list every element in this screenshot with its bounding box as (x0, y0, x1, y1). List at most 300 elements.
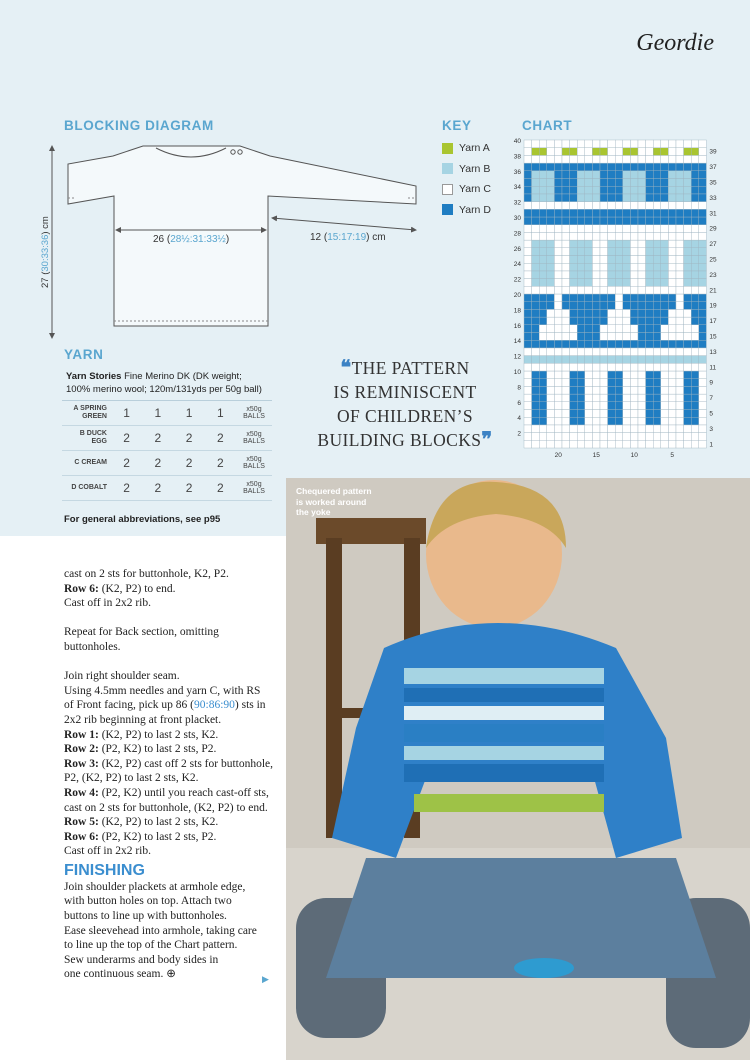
chart-cell (547, 425, 555, 433)
chart-cell (562, 148, 570, 156)
chart-cell (524, 417, 532, 425)
chart-cell (554, 356, 562, 364)
chart-cell (585, 155, 593, 163)
chart-cell (539, 202, 547, 210)
chart-cell (554, 433, 562, 441)
chart-cell (547, 202, 555, 210)
chart-cell (691, 309, 699, 317)
chart-cell (676, 232, 684, 240)
yarn-qty: 2 (205, 451, 236, 476)
chart-cell (532, 202, 540, 210)
chart-cell (554, 371, 562, 379)
key-label-c: Yarn C (459, 183, 491, 196)
chart-cell (684, 440, 692, 448)
chart-cell (623, 279, 631, 287)
chart-cell (539, 232, 547, 240)
chart-cell (630, 240, 638, 248)
chart-cell (547, 440, 555, 448)
chart-cell (600, 417, 608, 425)
chart-cell (630, 333, 638, 341)
chart-cell (630, 294, 638, 302)
chart-cell (638, 302, 646, 310)
chart-cell (608, 386, 616, 394)
chart-cell (577, 333, 585, 341)
chart-cell (577, 140, 585, 148)
chart-cell (661, 340, 669, 348)
chart-cell (608, 371, 616, 379)
chart-cell (661, 302, 669, 310)
chart-cell (577, 394, 585, 402)
chart-cell (532, 186, 540, 194)
chart-cell (585, 317, 593, 325)
chart-cell (699, 317, 707, 325)
chart-cell (615, 386, 623, 394)
chart-cell (547, 163, 555, 171)
chart-cell (577, 309, 585, 317)
chart-cell (676, 279, 684, 287)
chart-cell (646, 194, 654, 202)
chart-cell (592, 240, 600, 248)
chart-cell (623, 240, 631, 248)
chart-cell (562, 163, 570, 171)
chart-cell (646, 294, 654, 302)
chart-cell (623, 155, 631, 163)
chart-cell (524, 217, 532, 225)
chart-cell (638, 179, 646, 187)
chart-cell (653, 333, 661, 341)
chart-cell (532, 325, 540, 333)
chart-cell (570, 309, 578, 317)
chart-cell (547, 379, 555, 387)
chart-cell (661, 440, 669, 448)
chart-cell (585, 417, 593, 425)
chart-cell (638, 309, 646, 317)
chart-cell (684, 232, 692, 240)
chart-cell (653, 248, 661, 256)
chart-cell (661, 394, 669, 402)
chart-cell (524, 348, 532, 356)
chart-cell (547, 232, 555, 240)
chart-cell (668, 425, 676, 433)
chart-cell (600, 363, 608, 371)
yarn-qty: 2 (142, 476, 173, 501)
chart-cell (577, 294, 585, 302)
chart-cell (524, 379, 532, 387)
chart-cell (585, 302, 593, 310)
chart-row-label-left: 4 (517, 415, 521, 423)
chart-cell (600, 194, 608, 202)
chart-cell (699, 371, 707, 379)
chart-cell (630, 163, 638, 171)
chart-cell (646, 263, 654, 271)
chart-cell (699, 179, 707, 187)
chart-cell (676, 410, 684, 418)
chart-cell (684, 340, 692, 348)
chart-cell (592, 155, 600, 163)
chart-cell (547, 363, 555, 371)
chart-cell (539, 371, 547, 379)
chart-cell (585, 286, 593, 294)
chart-cell (577, 417, 585, 425)
chart-cell (699, 256, 707, 264)
chart-cell (547, 140, 555, 148)
chart-cell (684, 371, 692, 379)
chart-cell (691, 263, 699, 271)
chart-row-label-right: 33 (709, 194, 717, 202)
chart-cell (661, 371, 669, 379)
swatch-d (442, 204, 453, 215)
chart-cell (539, 209, 547, 217)
chart-cell (676, 256, 684, 264)
chart-cell (554, 171, 562, 179)
chart-cell (577, 256, 585, 264)
chart-cell (524, 371, 532, 379)
length-label-c: ) cm (40, 216, 51, 235)
chart-cell (653, 410, 661, 418)
chart-cell (532, 394, 540, 402)
chart-cell (539, 425, 547, 433)
chart-cell (684, 209, 692, 217)
chart-cell (577, 186, 585, 194)
chart-cell (539, 363, 547, 371)
chart-cell (630, 356, 638, 364)
chart-cell (600, 271, 608, 279)
chart-cell (608, 348, 616, 356)
chart-cell (608, 302, 616, 310)
chart-cell (630, 155, 638, 163)
chart-cell (646, 363, 654, 371)
chart-row-label-left: 30 (513, 215, 521, 222)
chart-cell (577, 317, 585, 325)
chart-cell (691, 225, 699, 233)
chart-cell (691, 363, 699, 371)
chart-cell (676, 194, 684, 202)
chart-cell (554, 386, 562, 394)
chart-cell (547, 148, 555, 156)
chart-cell (608, 186, 616, 194)
key-item-a (442, 138, 491, 159)
chart-stitch-label: 20 (554, 452, 562, 459)
chart-cell (592, 325, 600, 333)
chart-cell (646, 425, 654, 433)
chart-cell (615, 140, 623, 148)
chart-cell (585, 209, 593, 217)
chart-cell (646, 148, 654, 156)
chart-cell (676, 248, 684, 256)
chart-cell (684, 286, 692, 294)
instruction-line: Cast off in 2x2 rib. (64, 845, 151, 858)
chart-cell (676, 271, 684, 279)
chart-cell (532, 317, 540, 325)
chart-cell (676, 440, 684, 448)
chart-cell (585, 202, 593, 210)
chart-cell (554, 140, 562, 148)
chart-cell (638, 340, 646, 348)
chart-cell (661, 240, 669, 248)
chart-cell (539, 433, 547, 441)
chart-cell (653, 240, 661, 248)
chart-cell (699, 294, 707, 302)
chart-cell (691, 171, 699, 179)
chart-cell (699, 348, 707, 356)
chart-cell (668, 433, 676, 441)
chart-row-label-left: 8 (517, 384, 521, 392)
chart-cell (623, 225, 631, 233)
key-item-d (442, 200, 491, 221)
chart-cell (630, 140, 638, 148)
chart-cell (691, 386, 699, 394)
chart-cell (585, 256, 593, 264)
chart-cell (577, 155, 585, 163)
yarn-qty: 2 (142, 451, 173, 476)
chart-cell (684, 433, 692, 441)
key-label-a: Yarn A (459, 142, 490, 155)
chart-cell (554, 333, 562, 341)
chart-cell (592, 209, 600, 217)
chart-cell (615, 248, 623, 256)
chart-cell (562, 209, 570, 217)
chart-cell (661, 356, 669, 364)
chart-cell (562, 294, 570, 302)
chart-cell (676, 240, 684, 248)
chart-cell (661, 286, 669, 294)
chart-cell (570, 325, 578, 333)
chart-cell (554, 194, 562, 202)
yarn-desc-2: 100% merino wool; 120m/131yds per 50g ball) (66, 383, 262, 395)
chart-cell (600, 286, 608, 294)
yarn-description (62, 368, 272, 401)
chart-cell (524, 325, 532, 333)
yarn-qty: 2 (142, 426, 173, 451)
chart-cell (684, 402, 692, 410)
chart-cell (577, 348, 585, 356)
chart-cell (592, 371, 600, 379)
chart-cell (600, 232, 608, 240)
chart-cell (554, 271, 562, 279)
chart-cell (539, 279, 547, 287)
chart-cell (547, 194, 555, 202)
chart-cell (676, 140, 684, 148)
chart-cell (653, 402, 661, 410)
instruction-line: Repeat for Back section, omitting (64, 626, 219, 639)
chart-cell (608, 225, 616, 233)
chart-cell (653, 232, 661, 240)
chart-cell (608, 163, 616, 171)
chart-cell (539, 379, 547, 387)
chart-cell (592, 433, 600, 441)
chart-cell (615, 263, 623, 271)
chart-cell (653, 271, 661, 279)
chart-cell (661, 417, 669, 425)
instruction-line: Join shoulder plackets at armhole edge, (64, 880, 246, 893)
chart-cell (638, 386, 646, 394)
chart-cell (547, 279, 555, 287)
chart-cell (638, 371, 646, 379)
chart-cell (524, 317, 532, 325)
chart-cell (577, 217, 585, 225)
chart-cell (668, 202, 676, 210)
chart-cell (630, 363, 638, 371)
chart-cell (661, 140, 669, 148)
chart-cell (668, 256, 676, 264)
chart-cell (539, 294, 547, 302)
chart-cell (608, 194, 616, 202)
chart-cell (623, 433, 631, 441)
chart-cell (615, 348, 623, 356)
chart-cell (691, 333, 699, 341)
chart-cell (661, 209, 669, 217)
chart-cell (592, 217, 600, 225)
chart-cell (592, 340, 600, 348)
chart-cell (547, 325, 555, 333)
chart-cell (547, 248, 555, 256)
chart-cell (638, 248, 646, 256)
chart-cell (691, 356, 699, 364)
chart-cell (554, 417, 562, 425)
chart-cell (562, 248, 570, 256)
chart-row-label-right: 11 (709, 364, 717, 372)
chart-cell (653, 302, 661, 310)
chart-cell (653, 256, 661, 264)
chart-cell (570, 340, 578, 348)
caption-line-2: is worked around (296, 496, 367, 507)
chart-cell (577, 402, 585, 410)
chart-cell (539, 225, 547, 233)
chart-cell (668, 217, 676, 225)
chart-cell (570, 271, 578, 279)
chart-cell (532, 279, 540, 287)
chart-cell (570, 302, 578, 310)
chart-cell (577, 410, 585, 418)
chart-cell (661, 248, 669, 256)
chart-cell (684, 194, 692, 202)
chart-cell (615, 279, 623, 287)
chart-cell (668, 440, 676, 448)
chart-cell (539, 240, 547, 248)
chart-cell (615, 309, 623, 317)
svg-text:27 (30:33:36) cm (40, 216, 51, 288)
chart-cell (668, 209, 676, 217)
chart-cell (653, 140, 661, 148)
chart-cell (600, 140, 608, 148)
swatch-c (442, 184, 453, 195)
instruction-line: cast on 2 sts for buttonhole, (K2, P2) to end. (64, 801, 268, 814)
chart-cell (630, 379, 638, 387)
chart-cell (524, 232, 532, 240)
chart-cell (668, 371, 676, 379)
chart-cell (532, 302, 540, 310)
chart-cell (592, 286, 600, 294)
chart-cell (646, 179, 654, 187)
chart-cell (684, 333, 692, 341)
chart-cell (653, 202, 661, 210)
chart-cell (676, 202, 684, 210)
chart-cell (585, 425, 593, 433)
chart-cell (592, 186, 600, 194)
chart-cell (532, 410, 540, 418)
chart-cell (615, 256, 623, 264)
chart-cell (661, 348, 669, 356)
chart-cell (623, 410, 631, 418)
chart-cell (547, 286, 555, 294)
chart-cell (539, 194, 547, 202)
chart-row-label-right: 21 (709, 287, 717, 295)
chart-cell (539, 148, 547, 156)
chart-cell (623, 217, 631, 225)
chart-cell (600, 155, 608, 163)
chart-cell (532, 248, 540, 256)
chart-cell (615, 217, 623, 225)
chart-cell (691, 155, 699, 163)
chart-cell (592, 348, 600, 356)
chart-cell (524, 294, 532, 302)
chart-cell (653, 179, 661, 187)
chart-cell (661, 271, 669, 279)
instruction-line: Row 4: (P2, K2) until you reach cast-off sts, (64, 786, 269, 799)
chart-cell (570, 286, 578, 294)
chart-cell (630, 340, 638, 348)
chart-cell (623, 286, 631, 294)
chart-cell (600, 186, 608, 194)
chart-cell (699, 440, 707, 448)
chart-cell (668, 417, 676, 425)
chart-cell (668, 232, 676, 240)
chart-cell (600, 333, 608, 341)
chart-cell (524, 179, 532, 187)
chart-cell (600, 240, 608, 248)
chart-cell (668, 340, 676, 348)
chart-cell (570, 179, 578, 187)
chart-cell (524, 202, 532, 210)
chart-cell (615, 440, 623, 448)
chart-cell (615, 394, 623, 402)
chart-cell (562, 194, 570, 202)
yarn-label-b: B DUCK EGG (62, 426, 111, 451)
finishing-heading: FINISHING (64, 861, 145, 879)
chart-cell (600, 256, 608, 264)
chart-cell (691, 271, 699, 279)
chart-cell (676, 309, 684, 317)
chart-cell (684, 394, 692, 402)
chart-cell (684, 386, 692, 394)
chart-cell (699, 240, 707, 248)
chart-cell (562, 425, 570, 433)
chart-cell (646, 402, 654, 410)
yarn-unit-2: BALLS (243, 413, 265, 420)
chart-cell (676, 225, 684, 233)
chart-cell (646, 140, 654, 148)
instruction-line: Join right shoulder seam. (64, 670, 180, 683)
chart-cell (661, 309, 669, 317)
chart-cell (653, 386, 661, 394)
chart-cell (532, 309, 540, 317)
chart-cell (547, 386, 555, 394)
child-photo (286, 478, 750, 1060)
chart-cell (532, 155, 540, 163)
caption-line-3: the yoke (296, 507, 331, 517)
chart-cell (524, 363, 532, 371)
chart-cell (630, 232, 638, 240)
chart-cell (562, 155, 570, 163)
chart-cell (691, 402, 699, 410)
instruction-line: buttonholes. (64, 640, 121, 653)
chart-cell (608, 309, 616, 317)
chart-cell (524, 171, 532, 179)
chart-cell (684, 363, 692, 371)
chart-cell (691, 410, 699, 418)
chart-cell (638, 202, 646, 210)
chart-cell (630, 348, 638, 356)
